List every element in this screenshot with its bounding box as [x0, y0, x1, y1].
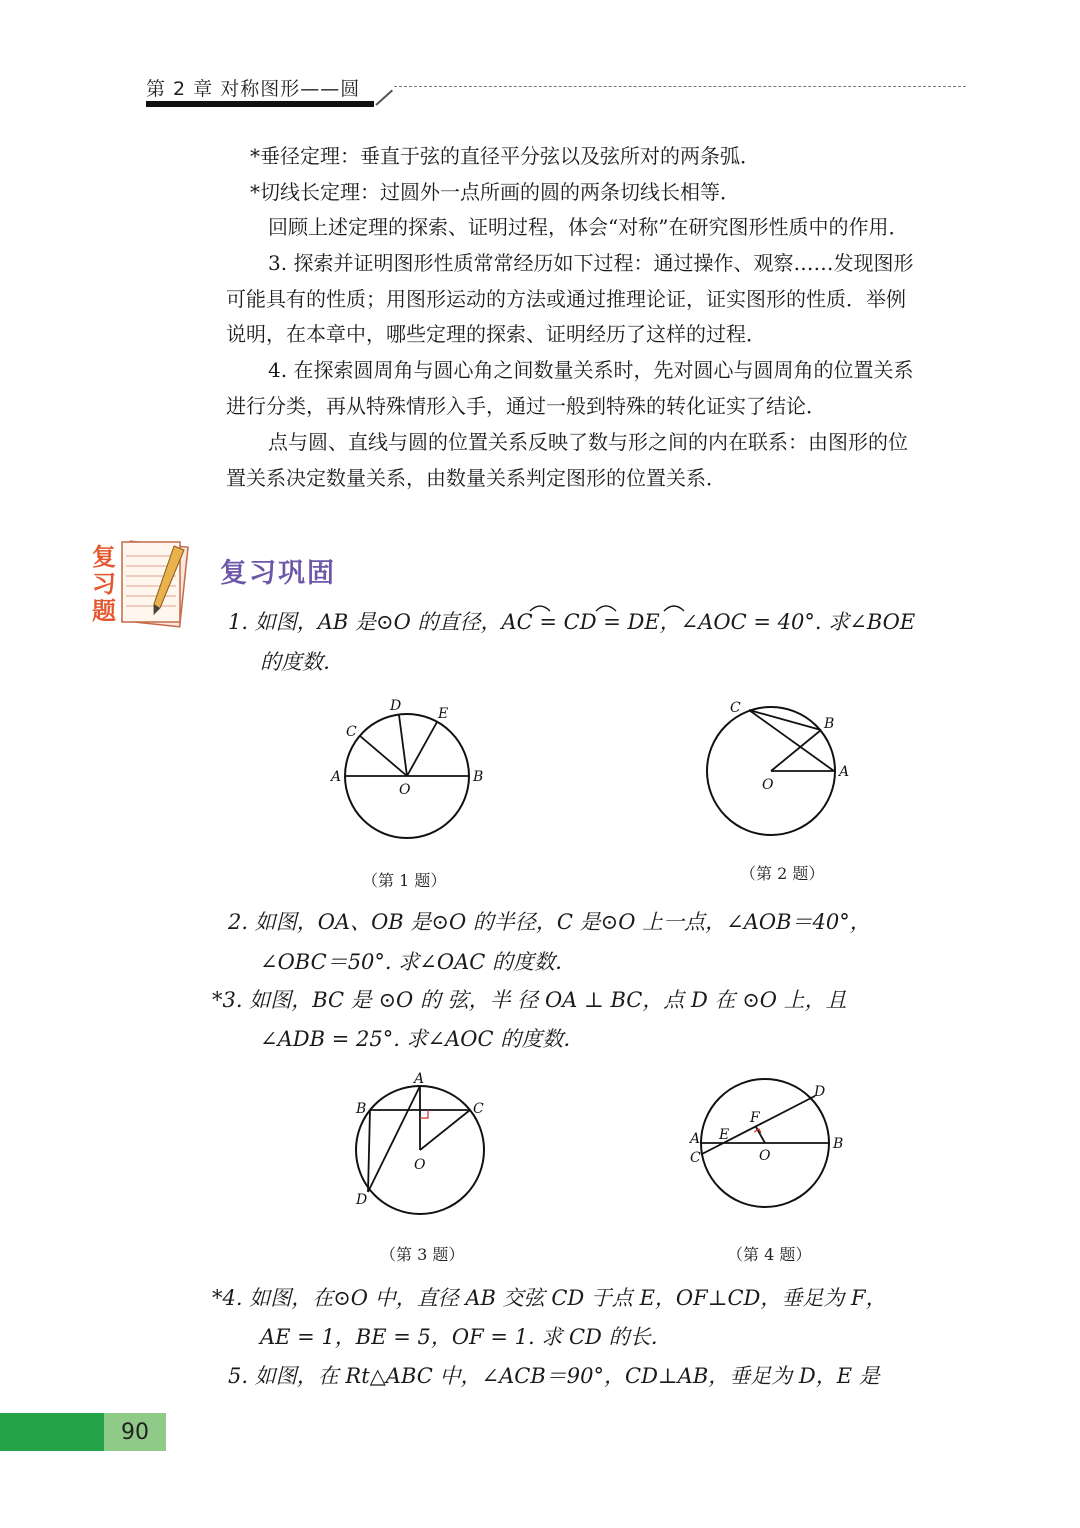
fig2-radius-ob [771, 730, 821, 771]
header-dashed-line [394, 86, 966, 87]
summary-line-3: 回顾上述定理的探索、证明过程，体会“对称”在研究图形性质中的作用． [268, 215, 909, 239]
fig3-label-a: A [414, 1071, 425, 1087]
fig1-label-a: A [331, 769, 342, 785]
fig4-label-o: O [759, 1148, 771, 1164]
fig2-label-b: B [824, 716, 835, 732]
page-number: 90 [104, 1413, 166, 1451]
fig4-label-f: F [750, 1110, 760, 1126]
exercise-1-line-1: 1. 如图，AB 是⊙O 的直径，AC = CD = DE，∠AOC = 40°. 求∠BOE [228, 610, 916, 634]
caption-figure-3: （第 3 题） [380, 1245, 465, 1264]
summary-line-2: *切线长定理：过圆外一点所画的圆的两条切线长相等． [250, 180, 740, 204]
header-underline [146, 101, 374, 107]
fig3-right-angle-mark [420, 1110, 428, 1118]
arc-marks [520, 598, 770, 614]
summary-line-7: 4. 在探索圆周角与圆心角之间数量关系时，先对圆心与圆周角的位置关系 [268, 358, 914, 382]
caption-figure-4: （第 4 题） [727, 1245, 812, 1264]
arc-mark-cd [596, 606, 616, 611]
badge-label: 复习题 [92, 543, 116, 625]
figure-1 [322, 694, 492, 846]
exercise-3-line-2: ∠ADB = 25°. 求∠AOC 的度数． [260, 1027, 585, 1051]
fig4-label-e: E [719, 1127, 730, 1143]
exercise-3-line-1: *3. 如图，BC 是 ⊙O 的 弦，半 径 OA ⊥ BC，点 D 在 ⊙O 上，且 [212, 988, 847, 1012]
exercise-2-line-1: 2. 如图，OA、OB 是⊙O 的半径，C 是⊙O 上一点，∠AOB＝40°， [228, 910, 871, 934]
summary-line-9: 点与圆、直线与圆的位置关系反映了数与形之间的内在联系：由图形的位 [268, 430, 908, 454]
summary-line-6: 说明，在本章中，哪些定理的探索、证明经历了这样的过程． [226, 322, 766, 346]
page-number-bar [0, 1413, 104, 1451]
fig3-chord-bd [368, 1110, 370, 1192]
fig3-label-b: B [356, 1101, 367, 1117]
fig1-label-d: D [390, 698, 402, 714]
figure-2 [700, 694, 860, 844]
fig1-radius-od [399, 715, 407, 776]
fig1-radius-oe [407, 722, 437, 776]
header-slash [375, 90, 393, 106]
fig3-label-o: O [414, 1157, 426, 1173]
summary-line-8: 进行分类，再从特殊情形入手，通过一般到特殊的转化证实了结论． [226, 394, 826, 418]
exercise-4-line-2: AE = 1，BE = 5，OF = 1. 求 CD 的长． [260, 1325, 672, 1349]
fig4-label-a: A [690, 1131, 701, 1147]
summary-line-10: 置关系决定数量关系，由数量关系判定图形的位置关系． [226, 466, 726, 490]
fig2-label-a: A [839, 764, 850, 780]
summary-line-1: *垂径定理：垂直于弦的直径平分弦以及弦所对的两条弧． [250, 144, 760, 168]
fig3-label-c: C [473, 1101, 484, 1117]
fig1-label-e: E [438, 706, 449, 722]
arc-mark-de [664, 606, 684, 611]
exercise-2-line-2: ∠OBC＝50°. 求∠OAC 的度数． [260, 950, 576, 974]
fig3-label-d: D [356, 1192, 368, 1208]
summary-line-4: 3. 探索并证明图形性质常常经历如下过程：通过操作、观察……发现图形 [268, 251, 914, 275]
fig1-label-b: B [473, 769, 484, 785]
arc-mark-ac [530, 606, 550, 611]
fig1-label-c: C [346, 724, 357, 740]
exercise-4-line-1: *4. 如图，在⊙O 中，直径 AB 交弦 CD 于点 E，OF⊥CD，垂足为 F， [212, 1286, 887, 1310]
chapter-header: 第 2 章 对称图形——圆 [146, 78, 361, 100]
fig1-radius-oc [360, 736, 407, 776]
fig4-label-d: D [814, 1084, 826, 1100]
fig2-chord-ca [749, 710, 834, 771]
exercise-1-line-2: 的度数． [260, 650, 344, 674]
fig2-label-o: O [762, 777, 774, 793]
section-title: 复习巩固 [220, 558, 336, 589]
figure-4 [682, 1076, 852, 1216]
figure-3 [348, 1068, 498, 1218]
fig4-label-b: B [833, 1136, 844, 1152]
fig3-chord-ad [368, 1086, 420, 1192]
summary-line-5: 可能具有的性质；用图形运动的方法或通过推理论证，证实图形的性质．举例 [226, 287, 906, 311]
fig2-label-c: C [730, 700, 741, 716]
exercise-5-line-1: 5. 如图，在 Rt△ABC 中，∠ACB＝90°，CD⊥AB，垂足为 D，E 是 [228, 1364, 880, 1388]
fig1-label-o: O [399, 782, 411, 798]
fig4-label-c: C [690, 1150, 701, 1166]
caption-figure-2: （第 2 题） [740, 864, 825, 883]
caption-figure-1: （第 1 题） [362, 871, 447, 890]
